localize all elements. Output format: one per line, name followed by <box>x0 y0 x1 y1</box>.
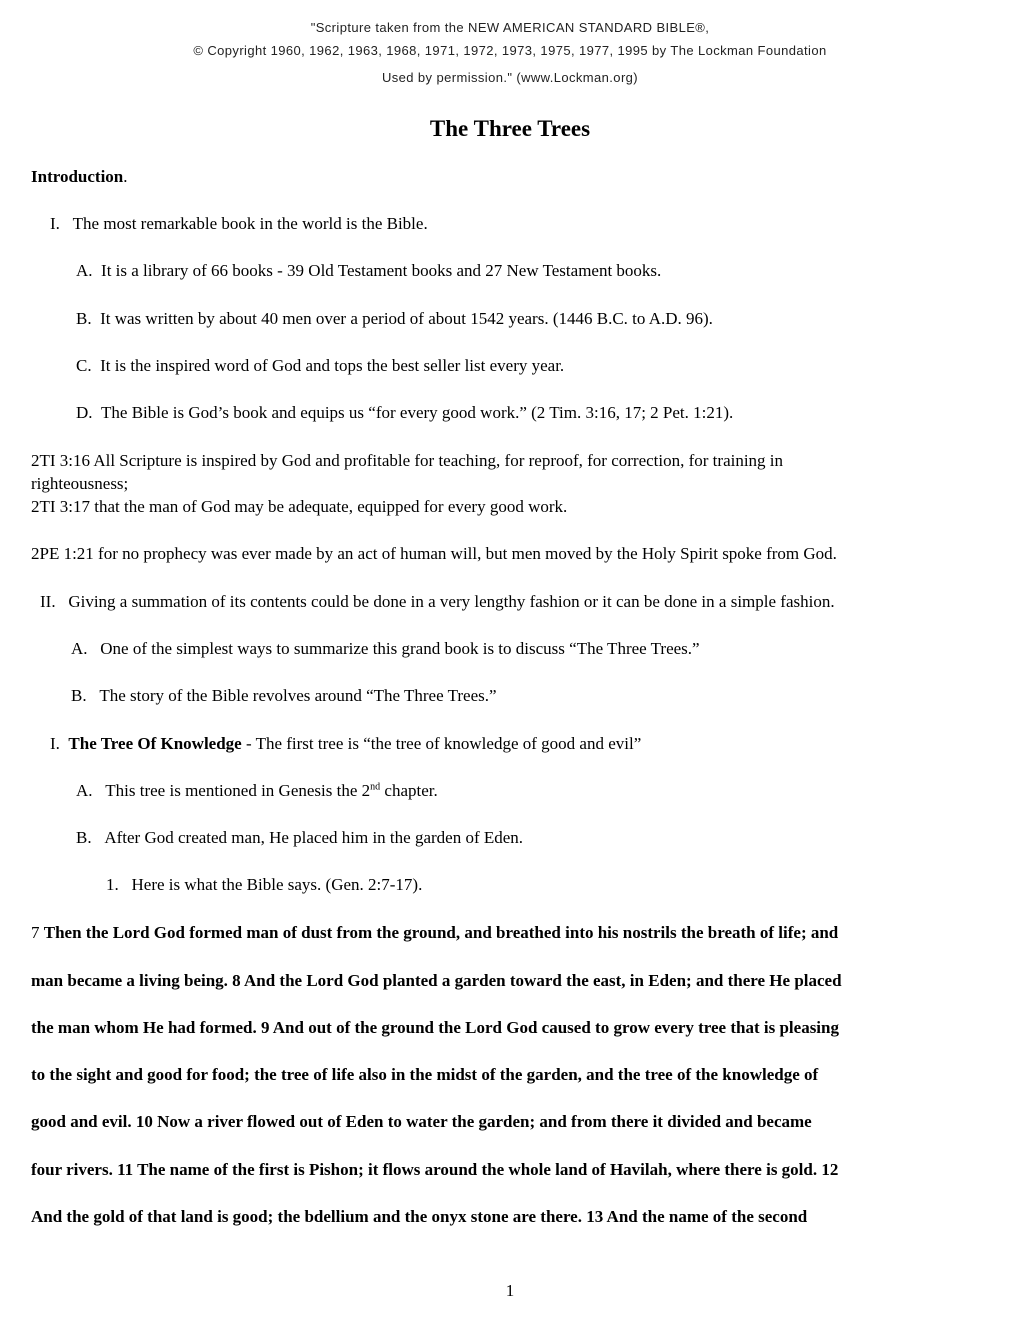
copyright-line-2: © Copyright 1960, 1962, 1963, 1968, 1971, 1972, 1973, 1975, 1977, 1995 by The Lockman Foundation <box>193 43 827 58</box>
section-item-B: B. After God created man, He placed him in the garden of Eden. <box>76 828 524 847</box>
verse-2tim-3-16-cont: righteousness; <box>31 474 129 493</box>
section-tree-of-knowledge: I. The Tree Of Knowledge - The first tree is “the tree of knowledge of good and evil” <box>50 734 642 753</box>
section-heading: The Tree Of Knowledge <box>68 734 242 753</box>
section-item-A: A. This tree is mentioned in Genesis the 2nd chapter. <box>76 781 438 800</box>
outline-item-B: B. It was written by about 40 men over a period of about 1542 years. (1446 B.C. to A.D. 96). <box>76 309 713 328</box>
page-title: The Three Trees <box>429 116 591 141</box>
verse-2tim-3-16: 2TI 3:16 All Scripture is inspired by God and profitable for teaching, for reproof, for correction, for training in <box>31 451 784 470</box>
verse-2pet-1-21: 2PE 1:21 for no prophecy was ever made by an act of human will, but men moved by the Holy Spirit spoke from God. <box>31 544 837 563</box>
outline-item-II: II. Giving a summation of its contents could be done in a very lengthy fashion or it can be done in a simple fashion. <box>40 592 835 611</box>
verse-2tim-3-17: 2TI 3:17 that the man of God may be adequate, equipped for every good work. <box>31 497 568 516</box>
outline-item-II-A: A. One of the simplest ways to summarize this grand book is to discuss “The Three Trees.” <box>71 639 700 658</box>
genesis-line: the man whom He had formed. 9 And out of the ground the Lord God caused to grow every tree that is pleasing <box>31 1018 839 1037</box>
genesis-line: And the gold of that land is good; the bdellium and the onyx stone are there. 13 And the name of the second <box>31 1207 808 1226</box>
section-item-1: 1. Here is what the Bible says. (Gen. 2:7-17). <box>106 875 423 894</box>
copyright-line-1: "Scripture taken from the NEW AMERICAN STANDARD BIBLE®, <box>310 20 710 35</box>
genesis-line: good and evil. 10 Now a river flowed out of Eden to water the garden; and from there it divided and became <box>31 1112 812 1131</box>
outline-item-C: C. It is the inspired word of God and tops the best seller list every year. <box>76 356 565 375</box>
copyright-line-3: Used by permission." (www.Lockman.org) <box>381 70 639 85</box>
genesis-line: 7 Then the Lord God formed man of dust from the ground, and breathed into his nostrils the breath of life; and <box>31 923 839 942</box>
outline-item-II-B: B. The story of the Bible revolves around “The Three Trees.” <box>71 686 497 705</box>
genesis-line: to the sight and good for food; the tree of life also in the midst of the garden, and the tree of the knowledge of <box>31 1065 819 1084</box>
genesis-line: man became a living being. 8 And the Lord God planted a garden toward the east, in Eden; and there He placed <box>31 971 842 990</box>
intro-heading: Introduction. <box>31 167 128 186</box>
outline-item-A: A. It is a library of 66 books - 39 Old Testament books and 27 New Testament books. <box>76 261 662 280</box>
genesis-line: four rivers. 11 The name of the first is Pishon; it flows around the whole land of Havilah, where there is gold. 12 <box>31 1160 839 1179</box>
outline-item-I: I. The most remarkable book in the world is the Bible. <box>50 214 428 233</box>
outline-item-D: D. The Bible is God’s book and equips us “for every good work.” (2 Tim. 3:16, 17; 2 Pet. 1:21). <box>76 403 734 422</box>
page-number: 1 <box>505 1281 515 1300</box>
